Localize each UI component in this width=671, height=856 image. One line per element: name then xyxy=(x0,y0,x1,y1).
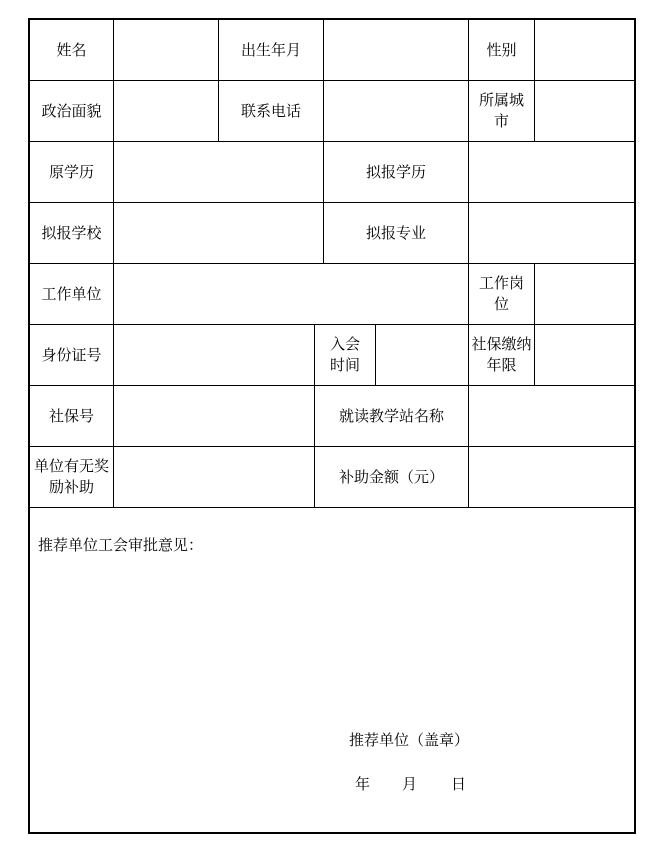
target-school-label: 拟报学校 xyxy=(30,203,114,264)
ss-number-label: 社保号 xyxy=(30,386,114,447)
orig-edu-label: 原学历 xyxy=(30,142,114,203)
position-label: 工作岗位 xyxy=(469,264,535,325)
name-label: 姓名 xyxy=(30,20,114,81)
ss-years-field[interactable] xyxy=(535,325,634,386)
date-year: 年 xyxy=(355,775,371,793)
id-label: 身份证号 xyxy=(30,325,114,386)
unit-subsidy-field[interactable] xyxy=(114,447,315,508)
position-field[interactable] xyxy=(535,264,634,325)
subsidy-amount-field[interactable] xyxy=(469,447,634,508)
date-day: 日 xyxy=(451,775,467,793)
birth-field[interactable] xyxy=(324,20,469,81)
birth-label: 出生年月 xyxy=(219,20,324,81)
employer-field[interactable] xyxy=(114,264,469,325)
study-station-label: 就读教学站名称 xyxy=(315,386,469,447)
political-label: 政治面貌 xyxy=(30,81,114,142)
target-edu-field[interactable] xyxy=(469,142,634,203)
gender-field[interactable] xyxy=(535,20,634,81)
opinion-label: 推荐单位工会审批意见： xyxy=(38,536,204,554)
target-major-label: 拟报专业 xyxy=(324,203,469,264)
application-form xyxy=(28,18,636,834)
target-school-field[interactable] xyxy=(114,203,324,264)
phone-label: 联系电话 xyxy=(219,81,324,142)
ss-years-label: 社保缴纳年限 xyxy=(469,325,535,386)
ss-number-field[interactable] xyxy=(114,386,315,447)
city-field[interactable] xyxy=(535,81,634,142)
unit-subsidy-label: 单位有无奖励补助 xyxy=(30,447,114,508)
recommending-unit-seal: 推荐单位（盖章） xyxy=(349,731,470,749)
join-label: 入会时间 xyxy=(315,325,376,386)
study-station-field[interactable] xyxy=(469,386,634,447)
city-label: 所属城市 xyxy=(469,81,535,142)
date-month: 月 xyxy=(402,775,418,793)
id-field[interactable] xyxy=(114,325,315,386)
join-field[interactable] xyxy=(376,325,469,386)
gender-label: 性别 xyxy=(469,20,535,81)
name-field[interactable] xyxy=(114,20,219,81)
opinion-section[interactable] xyxy=(30,508,634,832)
phone-field[interactable] xyxy=(324,81,469,142)
target-edu-label: 拟报学历 xyxy=(324,142,469,203)
employer-label: 工作单位 xyxy=(30,264,114,325)
subsidy-amount-label: 补助金额（元） xyxy=(315,447,469,508)
orig-edu-field[interactable] xyxy=(114,142,324,203)
target-major-field[interactable] xyxy=(469,203,634,264)
political-field[interactable] xyxy=(114,81,219,142)
